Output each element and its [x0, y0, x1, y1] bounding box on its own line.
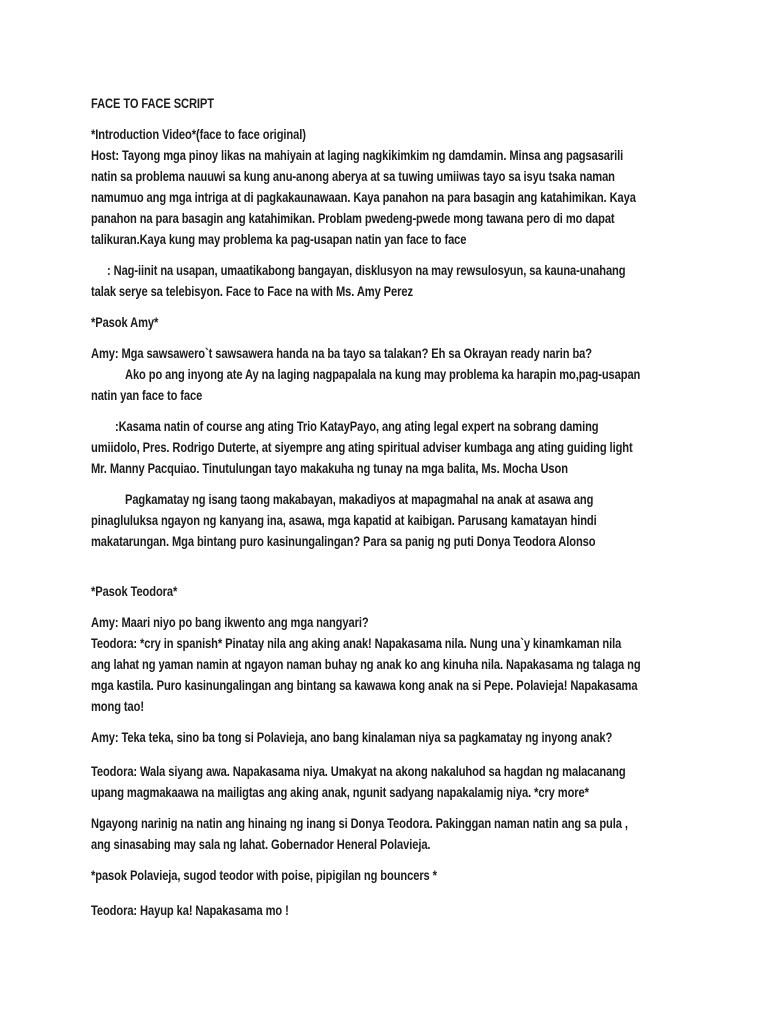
script-line: talak serye sa telebisyon. Face to Face na with Ms. Amy Perez	[91, 284, 413, 299]
script-line: Teodora: Wala siyang awa. Napakasama niya. Umakyat na akong nakaluhod sa hagdan ng malacanang	[91, 764, 626, 779]
script-line: Ngayong narinig na natin ang hinaing ng inang si Donya Teodora. Pakinggan naman natin ang sa pula ,	[91, 816, 628, 831]
script-line: Ako po ang inyong ate Ay na laging nagpapalala na kung may problema ka harapin mo,pag-usapan	[125, 367, 641, 382]
script-line: Teodora: *cry in spanish* Pinatay nila ang aking anak! Napakasama nila. Nung una`y kinamkaman nila	[91, 636, 622, 651]
stage-direction: *Introduction Video*(face to face original)	[91, 127, 306, 142]
script-line: talikuran.Kaya kung may problema ka pag-usapan natin yan face to face	[91, 232, 467, 247]
script-line: ang sinasabing may sala ng lahat. Gobernador Heneral Polavieja.	[91, 837, 431, 852]
script-line: pinagluluksa ngayon ng kanyang ina, asawa, mga kapatid at kaibigan. Parusang kamatayan hindi	[91, 513, 597, 528]
script-line: Teodora: Hayup ka! Napakasama mo !	[91, 903, 289, 918]
script-line: Amy: Maari niyo po bang ikwento ang mga nangyari?	[91, 615, 369, 630]
script-line: mga kastila. Puro kasinungalingan ang bintang sa kawawa kong anak na si Pepe. Polavieja! Napakasama	[91, 678, 638, 693]
document-title: FACE TO FACE SCRIPT	[91, 96, 214, 111]
stage-direction: *Pasok Teodora*	[91, 584, 178, 599]
script-line: Mr. Manny Pacquiao. Tinutulungan tayo makakuha ng tunay na mga balita, Ms. Mocha Uson	[91, 461, 568, 476]
script-line: :Kasama natin of course ang ating Trio KatayPayo, ang ating legal expert na sobrang daming	[115, 419, 599, 434]
script-line: ang lahat ng yaman namin at ngayon naman buhay ng anak ko ang kinuha nila. Napakasama ng talaga ng	[91, 657, 641, 672]
script-line: Pagkamatay ng isang taong makabayan, makadiyos at mapagmahal na anak at asawa ang	[125, 492, 594, 507]
script-line: Amy: Mga sawsawero`t sawsawera handa na ba tayo sa talakan? Eh sa Okrayan ready narin ba?	[91, 346, 592, 361]
script-line: Amy: Teka teka, sino ba tong si Polavieja, ano bang kinalaman niya sa pagkamatay ng inyong anak?	[91, 730, 613, 745]
script-line: makatarungan. Mga bintang puro kasinungalingan? Para sa panig ng puti Donya Teodora Alonso	[91, 534, 596, 549]
script-line: Host: Tayong mga pinoy likas na mahiyain at laging nagkikimkim ng damdamin. Minsa ang pagsasarili	[91, 148, 624, 163]
script-line: natin sa problema nauuwi sa kung anu-anong aberya at sa tuwing umiiwas tayo sa isyu tsaka naman	[91, 169, 615, 184]
stage-direction: *pasok Polavieja, sugod teodor with poise, pipigilan ng bouncers *	[91, 868, 437, 883]
script-line: : Nag-iinit na usapan, umaatikabong bangayan, disklusyon na may rewsulosyun, sa kauna-unahang	[107, 263, 626, 278]
stage-direction: *Pasok Amy*	[91, 315, 159, 330]
script-line: mong tao!	[91, 699, 144, 714]
script-line: natin yan face to face	[91, 388, 203, 403]
script-line: umiidolo, Pres. Rodrigo Duterte, at siyempre ang ating spiritual adviser kumbaga ang ating guiding light	[91, 440, 633, 455]
script-line: panahon na para basagin ang katahimikan. Problam pwedeng-pwede mong tawana pero di mo dapat	[91, 211, 615, 226]
script-line: namumuo ang mga intriga at di pagkakaunawaan. Kaya panahon na para basagin ang katahimikan. Kaya	[91, 190, 636, 205]
script-line: upang magmakaawa na mailigtas ang aking anak, ngunit sadyang napakalamig niya. *cry more*	[91, 785, 589, 800]
